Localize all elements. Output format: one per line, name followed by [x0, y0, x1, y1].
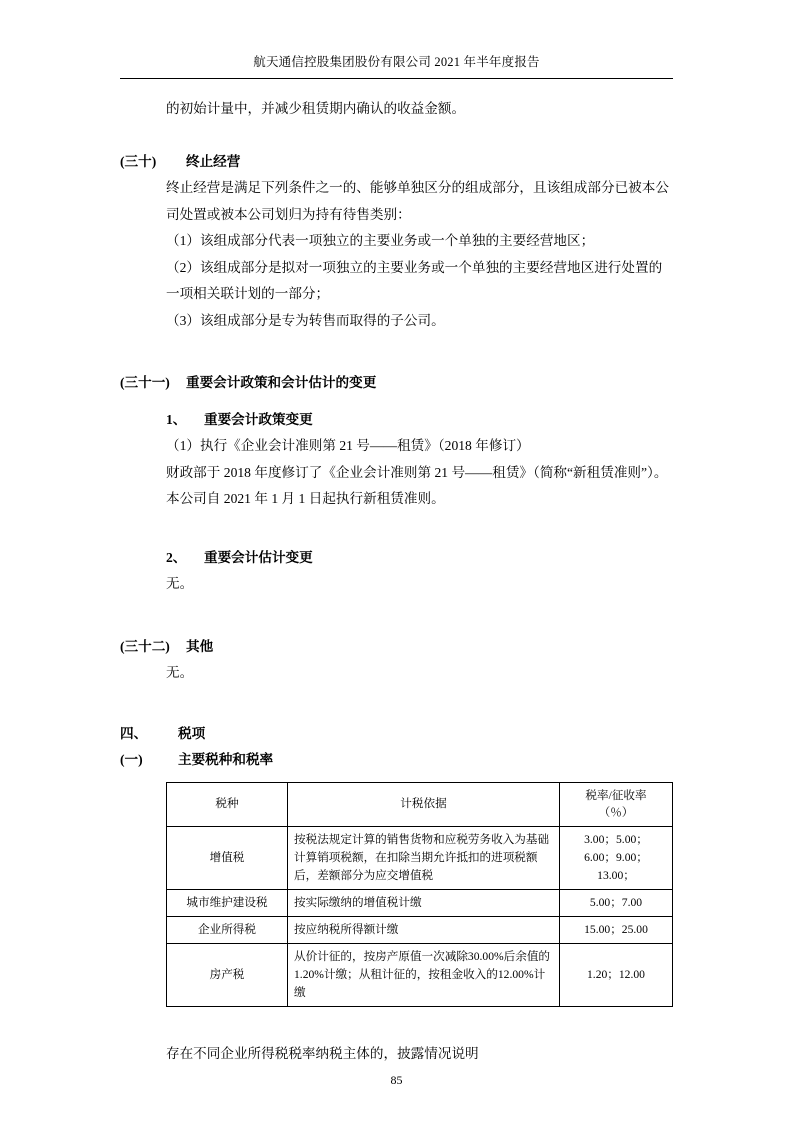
- section-30-paragraph-1: 终止经营是满足下列条件之一的、能够单独区分的组成部分，且该组成部分已被本公司处置或被本公司划归为持有待售类别：: [166, 180, 669, 222]
- cell-tax-type: 企业所得税: [167, 917, 288, 944]
- section-heading-4-1: [120, 747, 673, 774]
- subsection-2-number: 2、: [166, 549, 187, 565]
- rate-line: 15.00；25.00: [584, 923, 648, 937]
- spacer: [120, 687, 673, 709]
- tax-table-wrapper: [120, 782, 673, 1008]
- header-cell-rate: [560, 782, 673, 827]
- cell-rate: [560, 890, 673, 917]
- spacer: [120, 334, 673, 356]
- spacer: [120, 709, 673, 721]
- section-heading-30: [120, 149, 673, 176]
- section-30-paragraph-3: （2）该组成部分是拟对一项独立的主要业务或一个单独的主要经营地区进行处置的一项相关联计划的一部分；: [166, 259, 663, 301]
- header-rate-line-2: （％）: [598, 806, 634, 820]
- page-number: 85: [390, 1073, 403, 1087]
- rate-line: 13.00；: [597, 869, 635, 883]
- rate-line: 3.00；5.00；: [584, 833, 648, 847]
- rate-line: 5.00；7.00: [589, 896, 643, 910]
- section-4-1-title: 主要税种和税率: [178, 752, 274, 767]
- section-30-paragraph-4: （3）该组成部分是专为转售而取得的子公司。: [166, 312, 445, 328]
- cell-tax-type: 增值税: [167, 827, 288, 890]
- header-divider: [120, 78, 673, 79]
- section-32-label: (三十二): [120, 638, 170, 654]
- carryover-paragraph: 的初始计量中，并减少租赁期内确认的收益金额。: [166, 101, 466, 116]
- table-row: [167, 827, 673, 890]
- after-table-note: 存在不同企业所得税税率纳税主体的，披露情况说明: [166, 1046, 479, 1062]
- cell-basis: 从价计征的，按房产原值一次减除30.00%后余值的1.20%计缴；从租计征的，按租金收入的12.00%计缴: [288, 944, 560, 1007]
- section-4-title: 税项: [178, 725, 206, 741]
- spacer: [120, 598, 673, 620]
- subsection-2-title: 重要会计估计变更: [204, 549, 313, 565]
- section-30-title: 终止经营: [186, 153, 241, 169]
- subsection-2-paragraph-1: 无。: [166, 576, 194, 591]
- tax-table: [166, 782, 673, 1008]
- cell-rate: [560, 917, 673, 944]
- subsection-heading-1: [120, 407, 673, 434]
- table-row: [167, 890, 673, 917]
- header-rate-line-1: 税率/征收率: [585, 788, 647, 802]
- cell-rate: [560, 944, 673, 1007]
- subsection-1-number: 1、: [166, 411, 187, 427]
- section-32-paragraph-1: 无。: [166, 665, 194, 680]
- page-header: 航天通信控股集团股份有限公司 2021 年半年度报告: [253, 55, 540, 69]
- subsection-1-title: 重要会计政策变更: [204, 411, 313, 427]
- section-30-paragraph-2: （1）该组成部分代表一项独立的主要业务或一个单独的主要经营地区；: [166, 233, 595, 248]
- spacer: [120, 123, 673, 135]
- table-row: [167, 917, 673, 944]
- cell-basis: 按实际缴纳的增值税计缴: [288, 890, 560, 917]
- section-heading-32: [120, 634, 673, 661]
- header-cell-basis: 计税依据: [288, 782, 560, 827]
- section-30-label: (三十): [120, 153, 157, 169]
- cell-rate: [560, 827, 673, 890]
- section-heading-31: [120, 370, 673, 397]
- subsection-1-paragraph-2: 财政部于 2018 年度修订了《企业会计准则第 21 号——租赁》（简称“新租赁准则”）。本公司自 2021 年 1 月 1 日起执行新租赁准则。: [166, 464, 668, 506]
- header-cell-tax-type: 税种: [167, 782, 288, 827]
- rate-line: 6.00；9.00；: [584, 851, 648, 865]
- subsection-heading-2: [120, 545, 673, 572]
- cell-basis: 按应纳税所得额计缴: [288, 917, 560, 944]
- section-31-label: (三十一): [120, 375, 170, 390]
- rate-line: 1.20；12.00: [587, 968, 645, 982]
- table-row: [167, 944, 673, 1007]
- section-4-label: 四、: [120, 725, 148, 741]
- spacer: [120, 513, 673, 535]
- table-header-row: [167, 782, 673, 827]
- section-4-1-label: (一): [120, 752, 143, 767]
- section-32-title: 其他: [186, 638, 214, 654]
- cell-tax-type: 城市维护建设税: [167, 890, 288, 917]
- subsection-1-paragraph-1: （1）执行《企业会计准则第 21 号——租赁》（2018 年修订）: [166, 438, 530, 453]
- section-heading-4: [120, 721, 673, 748]
- cell-tax-type: 房产税: [167, 944, 288, 1007]
- cell-basis: 按税法规定计算的销售货物和应税劳务收入为基础计算销项税额，在扣除当期允许抵扣的进项税额后，差额部分为应交增值税: [288, 827, 560, 890]
- page-content: [120, 96, 673, 1068]
- section-31-title: 重要会计政策和会计估计的变更: [186, 375, 377, 390]
